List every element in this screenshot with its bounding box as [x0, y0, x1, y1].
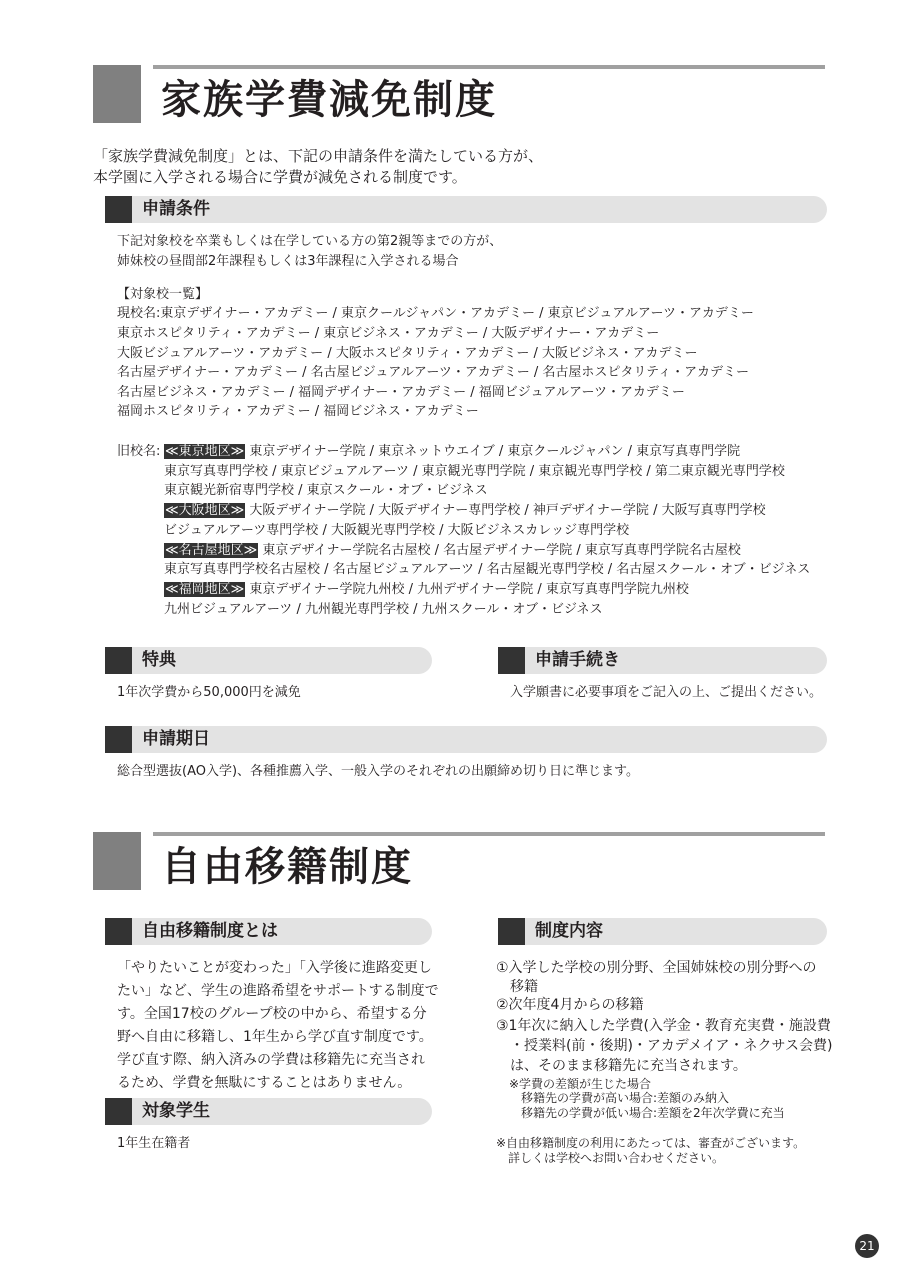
content-note: ※学費の差額が生じた場合 [509, 1077, 652, 1091]
about-line: るため、学費を無駄にすることはありません。 [117, 1075, 412, 1091]
old-school-line [164, 541, 741, 561]
old-school-text: 東京デザイナー学院名古屋校 / 名古屋デザイナー学院 / 東京写真専門学院名古屋校 [262, 543, 741, 558]
about-line: 野へ自由に移籍し、1年生から学び直す制度です。 [117, 1029, 433, 1045]
old-school-line: 東京写真専門学校 / 東京ビジュアルアーツ / 東京観光専門学院 / 東京観光専門学校 / 第二東京観光専門学校 [164, 464, 785, 479]
old-school-line: 東京観光新宿専門学校 / 東京スクール・オブ・ビジネス [164, 483, 488, 498]
benefit-header [105, 647, 432, 674]
benefit-text: 1年次学費から50,000円を減免 [117, 685, 301, 700]
section-title: 自由移籍制度 [161, 844, 413, 890]
about-header [105, 918, 432, 945]
conditions-text-1: 下記対象校を卒業もしくは在学している方の第2親等までの方が、 [117, 234, 503, 249]
current-school-line: 名古屋デザイナー・アカデミー / 名古屋ビジュアルアーツ・アカデミー / 名古屋ホスピタリティ・アカデミー [117, 365, 749, 380]
old-school-line: ビジュアルアーツ専門学校 / 大阪観光専門学校 / 大阪ビジネスカレッジ専門学校 [164, 523, 630, 538]
old-school-line: 東京写真専門学校名古屋校 / 名古屋ビジュアルアーツ / 名古屋観光専門学校 / 名古屋スクール・オブ・ビジネス [164, 562, 811, 577]
old-school-line [164, 580, 689, 600]
about-line: す。全国17校のグループ校の中から、希望する分 [117, 1006, 427, 1022]
bullet-square [498, 918, 525, 945]
old-name-label: 旧校名: [117, 444, 161, 459]
period-header [105, 726, 827, 753]
bullet-square [105, 1098, 132, 1125]
content-item: ③1年次に納入した学費(入学金・教育充実費・施設費 [496, 1018, 831, 1034]
content-item: ②次年度4月からの移籍 [496, 997, 644, 1013]
old-school-line: 九州ビジュアルアーツ / 九州観光専門学校 / 九州スクール・オブ・ビジネス [164, 602, 603, 617]
current-school-line: 福岡ホスピタリティ・アカデミー / 福岡ビジネス・アカデミー [117, 404, 479, 419]
procedure-text: 入学願書に必要事項をご記入の上、ご提出ください。 [510, 685, 823, 700]
procedure-heading: 申請手続き [535, 650, 620, 670]
old-school-text: 大阪デザイナー学院 / 大阪デザイナー専門学校 / 神戸デザイナー学院 / 大阪写真専門学校 [249, 503, 766, 518]
period-heading: 申請期日 [142, 729, 210, 749]
about-line: 「やりたいことが変わった」「入学後に進路変更し [117, 960, 432, 976]
about-line: たい」など、学生の進路希望をサポートする制度で [117, 983, 439, 999]
section-marker [93, 65, 141, 123]
current-school-line: 現校名:東京デザイナー・アカデミー / 東京クールジャパン・アカデミー / 東京ビジュアルアーツ・アカデミー [117, 306, 754, 321]
bullet-square [105, 647, 132, 674]
target-heading: 対象学生 [142, 1101, 210, 1121]
section-rule [153, 65, 825, 69]
current-school-line: 東京ホスピタリティ・アカデミー / 東京ビジネス・アカデミー / 大阪デザイナー・アカデミー [117, 326, 660, 341]
bullet-square [105, 918, 132, 945]
bullet-square [105, 196, 132, 223]
conditions-text-2: 姉妹校の昼間部2年課程もしくは3年課程に入学される場合 [117, 254, 459, 269]
about-heading: 自由移籍制度とは [142, 921, 278, 941]
old-school-text: 東京デザイナー学院 / 東京ネットウエイブ / 東京クールジャパン / 東京写真専門学院 [249, 444, 741, 459]
target-header [105, 1098, 432, 1125]
about-line: 学び直す際、納入済みの学費は移籍先に充当され [117, 1052, 425, 1068]
content-item: 移籍 [496, 979, 538, 995]
content-header [498, 918, 827, 945]
school-list-title: 【対象校一覧】 [117, 287, 209, 302]
page-number: 21 [855, 1234, 879, 1258]
content-item: は、そのまま移籍先に充当されます。 [496, 1058, 747, 1074]
content-heading: 制度内容 [535, 921, 603, 941]
old-school-line [164, 501, 766, 521]
conditions-heading: 申請条件 [142, 199, 210, 219]
section-rule [153, 832, 825, 836]
old-school-line [164, 442, 740, 462]
conditions-header [105, 196, 827, 223]
content-note: 移籍先の学費が高い場合:差額のみ納入 [509, 1091, 730, 1105]
region-tag-osaka: ≪大阪地区≫ [165, 503, 245, 518]
region-tag-tokyo: ≪東京地区≫ [165, 444, 245, 459]
footer-note: 詳しくは学校へお問い合わせください。 [496, 1151, 725, 1165]
old-school-text: 東京デザイナー学院九州校 / 九州デザイナー学院 / 東京写真専門学院九州校 [249, 582, 689, 597]
bullet-square [498, 647, 525, 674]
intro-line-2: 本学園に入学される場合に学費が減免される制度です。 [93, 168, 467, 186]
footer-note: ※自由移籍制度の利用にあたっては、審査がございます。 [496, 1136, 806, 1150]
region-tag-nagoya: ≪名古屋地区≫ [165, 543, 258, 558]
content-note: 移籍先の学費が低い場合:差額を2年次学費に充当 [509, 1106, 785, 1120]
section-marker [93, 832, 141, 890]
content-item: ①入学した学校の別分野、全国姉妹校の別分野への [496, 960, 817, 976]
bullet-square [105, 726, 132, 753]
content-item: ・授業料(前・後期)・アカデメイア・ネクサス会費) [496, 1038, 833, 1054]
period-text: 総合型選抜(AO入学)、各種推薦入学、一般入学のそれぞれの出願締め切り日に準じます。 [117, 764, 640, 779]
procedure-header [498, 647, 827, 674]
page-title: 家族学費減免制度 [161, 77, 497, 123]
intro-line-1: 「家族学費減免制度」とは、下記の申請条件を満たしている方が、 [93, 147, 544, 165]
current-school-line: 大阪ビジュアルアーツ・アカデミー / 大阪ホスピタリティ・アカデミー / 大阪ビジネス・アカデミー [117, 346, 698, 361]
region-tag-fukuoka: ≪福岡地区≫ [165, 582, 245, 597]
benefit-heading: 特典 [142, 650, 176, 670]
current-school-line: 名古屋ビジネス・アカデミー / 福岡デザイナー・アカデミー / 福岡ビジュアルアーツ・アカデミー [117, 385, 685, 400]
target-text: 1年生在籍者 [117, 1136, 191, 1151]
